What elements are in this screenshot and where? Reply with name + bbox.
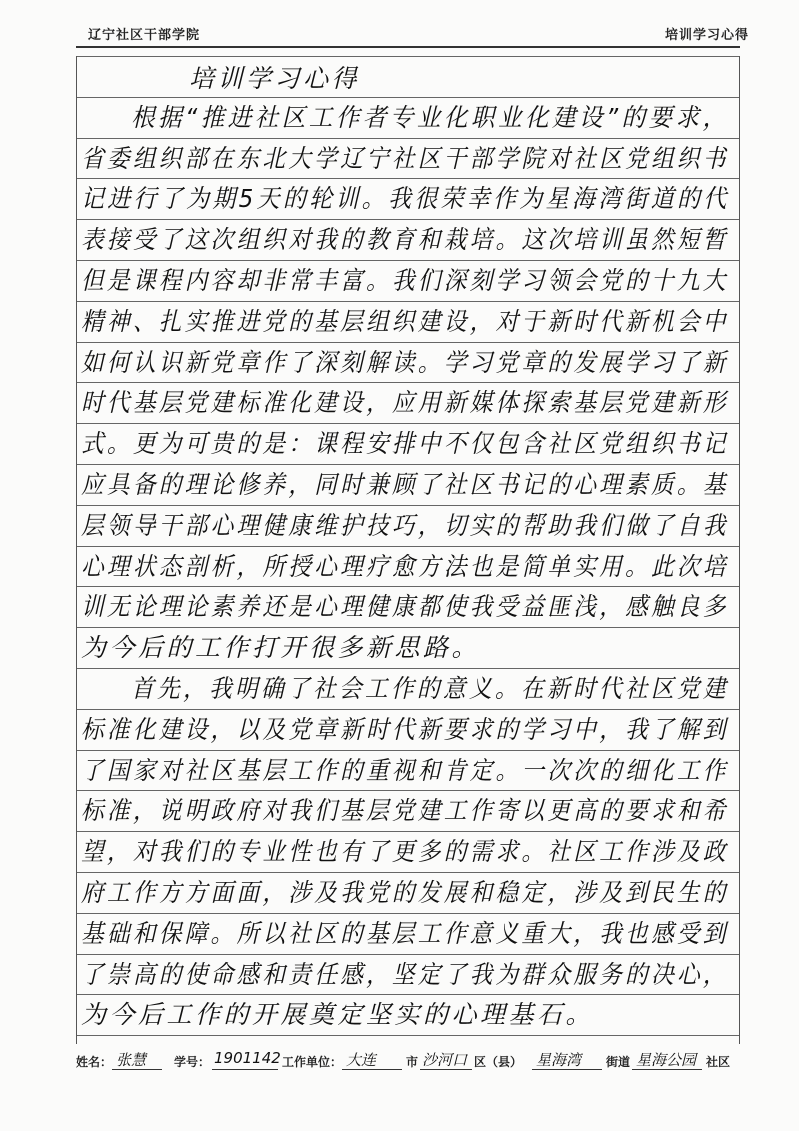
essay-line: 精神、扎实推进党的基层组织建设，对于新时代新机会中 (81, 306, 729, 336)
district-suffix: 区（县） (474, 1055, 523, 1069)
street-underline (532, 1069, 602, 1070)
essay-line: 标准，说明政府对我们基层党建工作寄以更高的要求和希 (81, 796, 729, 826)
essay-line: 应具备的理论修养，同时兼顾了社区书记的心理素质。基 (81, 470, 729, 499)
ruled-line (77, 342, 739, 343)
essay-line: 标准化建设，以及党章新时代新要求的学习中，我了解到 (81, 714, 729, 744)
header-doc-type: 培训学习心得 (664, 28, 749, 43)
city-suffix: 市 (406, 1055, 419, 1069)
name-value: 张慧 (116, 1051, 147, 1069)
ruled-line (77, 872, 739, 873)
ruled-line (77, 709, 739, 710)
ruled-line (77, 627, 739, 628)
ruled-line (77, 790, 739, 791)
ruled-line (77, 831, 739, 832)
essay-line: 心理状态剖析，所授心理疗愈方法也是简单实用。此次培 (81, 551, 729, 581)
community-underline (632, 1069, 702, 1070)
lined-writing-area (76, 56, 740, 1044)
student-id-value: 1901142 (214, 1049, 281, 1067)
district-value: 沙河口 (422, 1051, 468, 1069)
community-value: 星海公园 (636, 1051, 697, 1069)
student-id-underline (212, 1069, 278, 1070)
city-value: 大连 (346, 1051, 377, 1069)
essay-line: 时代基层党建标准化建设，应用新媒体探索基层党建新形 (81, 388, 729, 418)
ruled-line (77, 219, 739, 220)
essay-line: 为今后工作的开展奠定坚实的心理基石。 (81, 1000, 595, 1030)
ruled-line (77, 423, 739, 424)
essay-line: 省委组织部在东北大学辽宁社区干部学院对社区党组织书 (81, 143, 729, 173)
essay-line: 为今后的工作打开很多新思路。 (81, 633, 481, 663)
ruled-line (77, 260, 739, 261)
essay-line: 表接受了这次组织对我的教育和栽培。这次培训虽然短暂 (81, 225, 729, 255)
essay-line: 记进行了为期5天的轮训。我很荣幸作为星海湾街道的代 (81, 184, 730, 214)
ruled-line (77, 97, 739, 98)
ruled-line (77, 954, 739, 955)
ruled-line (77, 994, 739, 995)
ruled-line (77, 178, 739, 179)
header-divider (76, 46, 740, 48)
ruled-line (77, 301, 739, 302)
ruled-line (77, 138, 739, 139)
ruled-line (77, 750, 739, 751)
essay-line: 基础和保障。所以社区的基层工作意义重大，我也感受到 (81, 918, 729, 948)
essay-title: 培训学习心得 (189, 64, 361, 93)
city-underline (342, 1069, 402, 1070)
ruled-line (77, 586, 739, 587)
essay-line: 训无论理论素养还是心理健康都使我受益匪浅，感触良多 (81, 592, 729, 622)
ruled-line (77, 56, 739, 57)
student-id-label: 学号： (174, 1055, 211, 1069)
essay-line: 了国家对社区基层工作的重视和肯定。一次次的细化工作 (81, 755, 729, 785)
name-underline (112, 1069, 162, 1070)
ruled-line (77, 668, 739, 669)
student-info-footer (76, 1049, 740, 1073)
essay-line: 望，对我们的专业性也有了更多的需求。社区工作涉及政 (81, 837, 729, 867)
essay-line: 式。更为可贵的是：课程安排中不仅包含社区党组织书记 (81, 429, 729, 459)
name-label: 姓名： (76, 1055, 113, 1069)
ruled-line (77, 913, 739, 914)
ruled-line (77, 1035, 739, 1036)
essay-line: 但是课程内容却非常丰富。我们深刻学习领会党的十九大 (81, 266, 729, 295)
street-suffix: 街道 (606, 1055, 631, 1069)
header-institution: 辽宁社区干部学院 (88, 28, 201, 43)
work-unit-label: 工作单位： (282, 1055, 343, 1069)
ruled-line (77, 464, 739, 465)
essay-line: 根据“推进社区工作者专业化职业化建设”的要求， (131, 102, 730, 132)
ruled-line (77, 546, 739, 547)
essay-line: 府工作方方面面，涉及我党的发展和稳定，涉及到民生的 (81, 878, 729, 907)
district-underline (420, 1069, 472, 1070)
street-value: 星海湾 (536, 1051, 582, 1069)
ruled-line (77, 505, 739, 506)
essay-line: 了崇高的使命感和责任感，坚定了我为群众服务的决心， (81, 959, 729, 989)
essay-line: 层领导干部心理健康维护技巧，切实的帮助我们做了自我 (81, 510, 729, 540)
ruled-line (77, 382, 739, 383)
essay-line: 如何认识新党章作了深刻解读。学习党章的发展学习了新 (81, 347, 729, 377)
community-suffix: 社区 (706, 1055, 731, 1069)
essay-line: 首先，我明确了社会工作的意义。在新时代社区党建 (131, 674, 729, 703)
